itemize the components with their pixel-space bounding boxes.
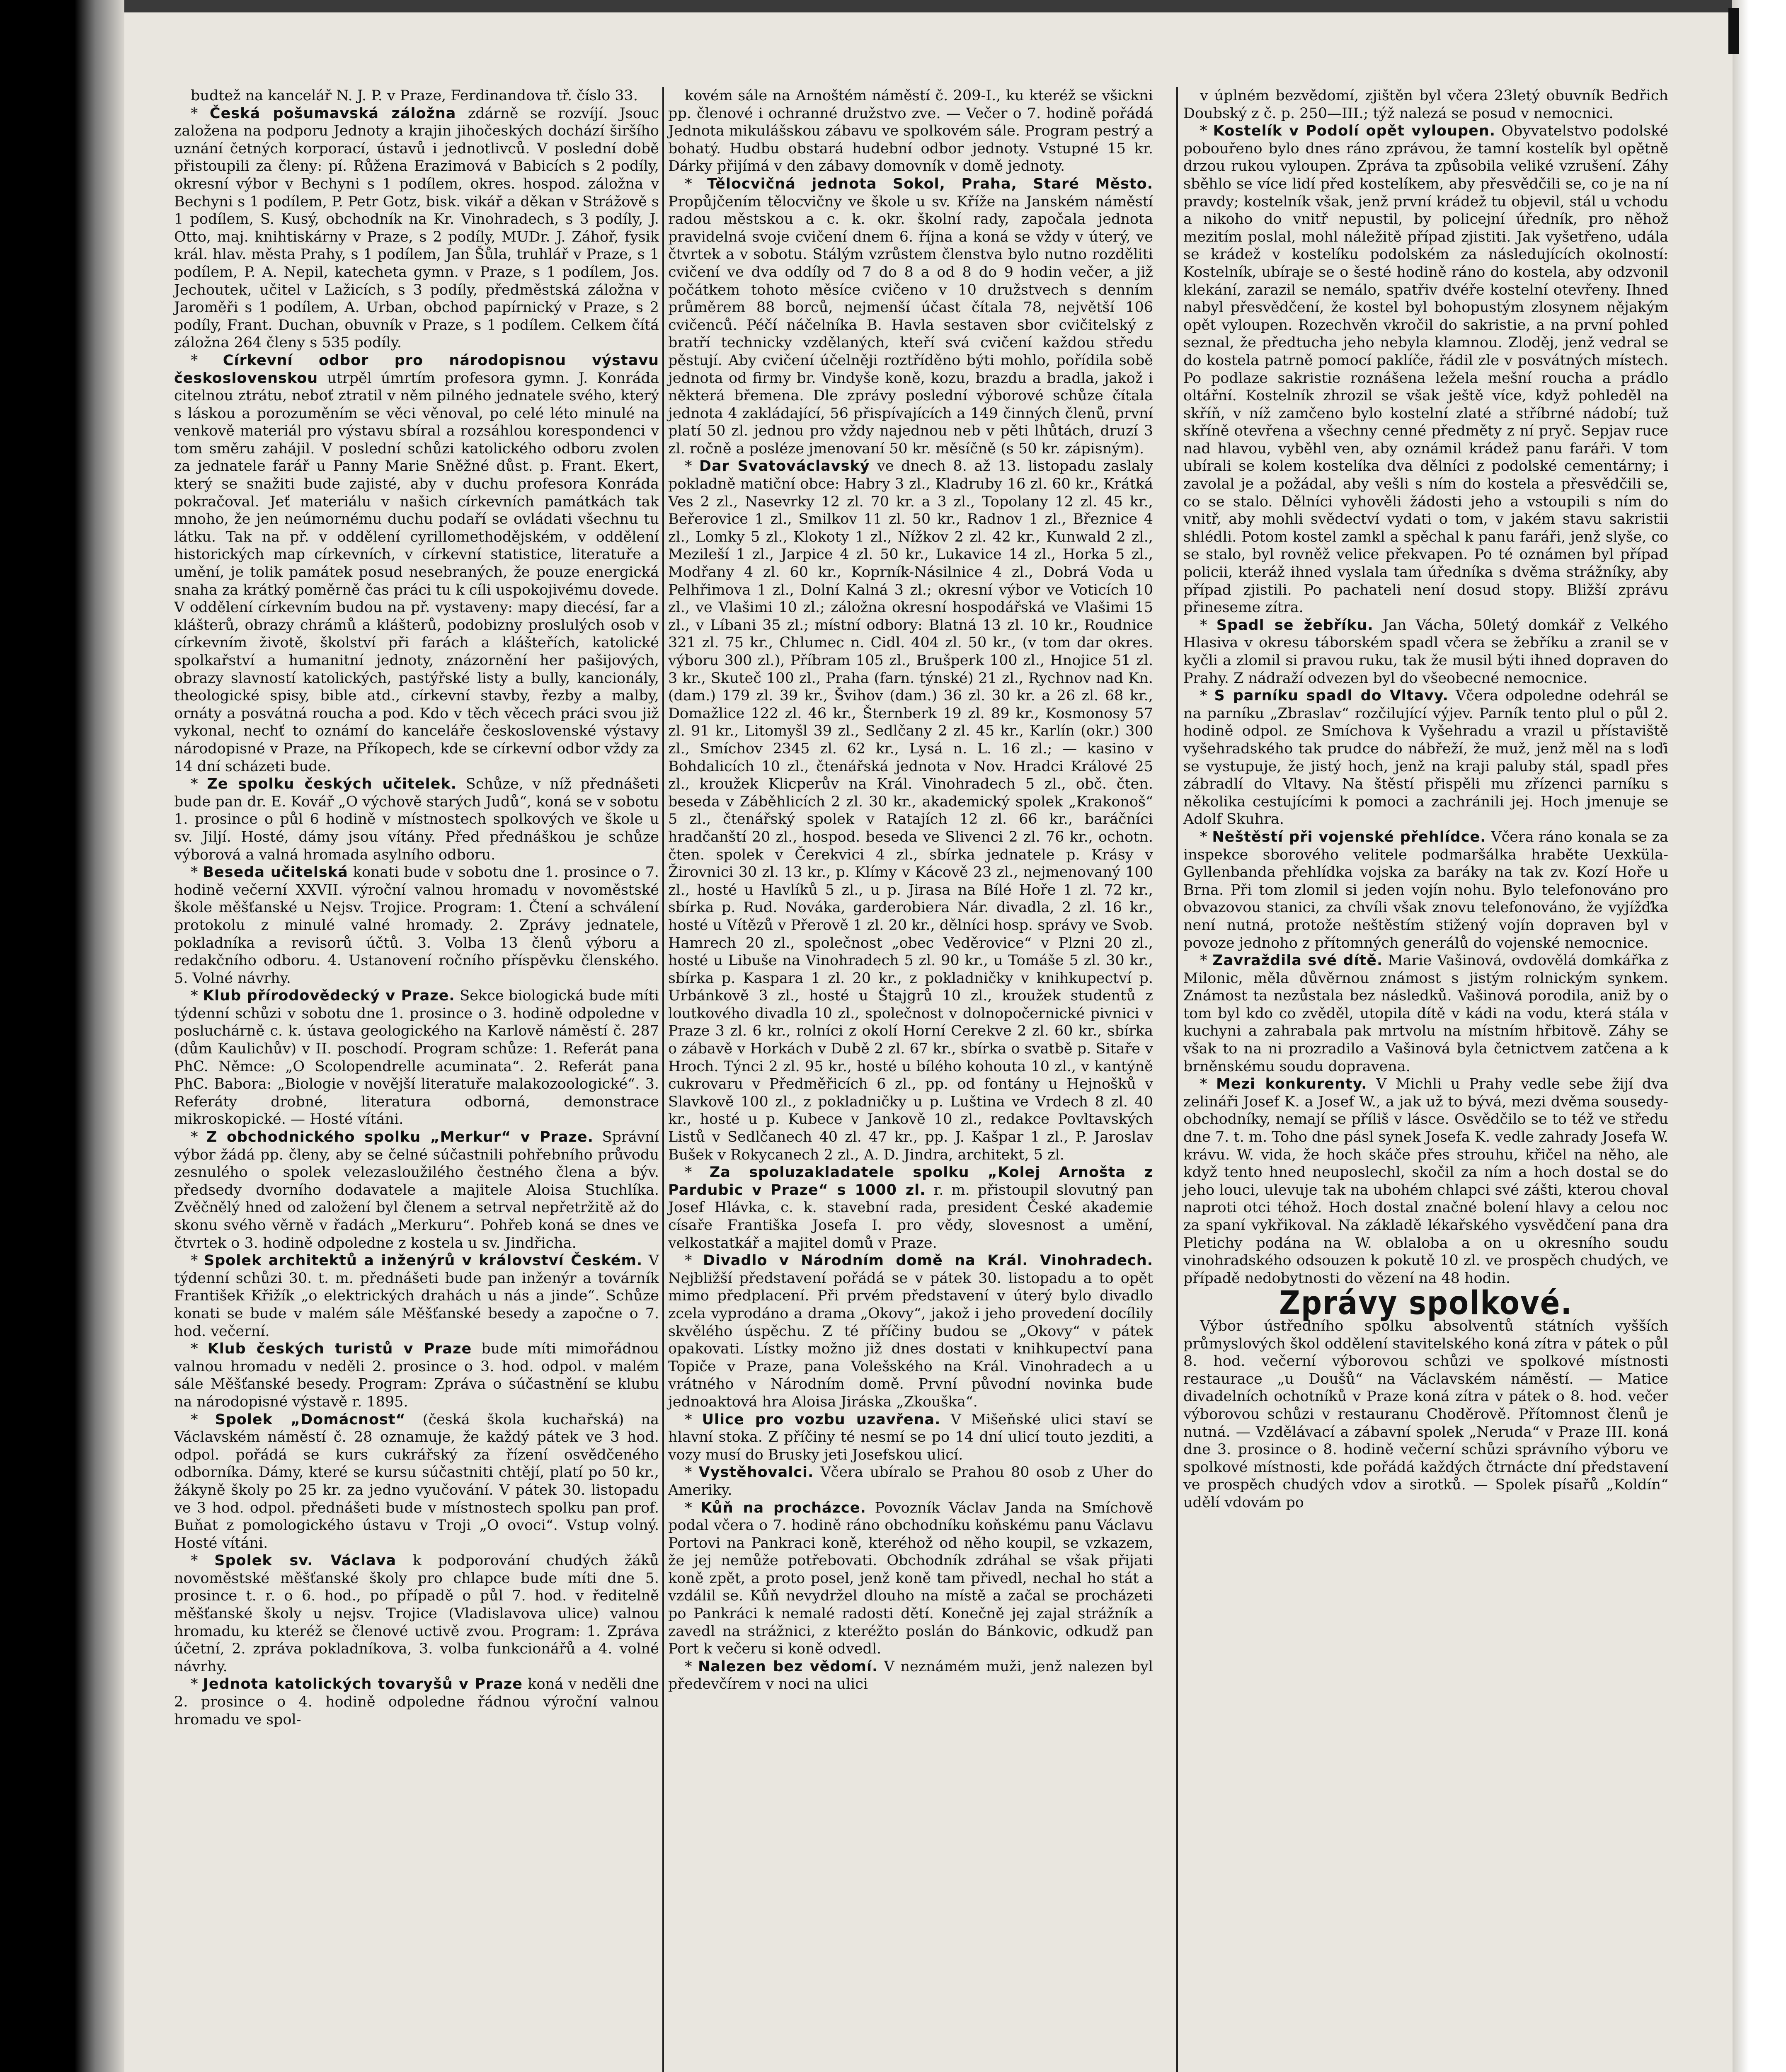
item-body: Marie Vašinová, ovdovělá domkářka z Milonic, měla důvěrnou známost s jistým rolnickým synkem. Známost ta nezůstala bez následků. Vašinová porodila, aniž by o tom byl kdo co zvěděl, utopila dítě v kádi na vodu, která stála v kuchyni a zahrabala pak mrtvolu na místním hřbitově. Záhy se však to na ni prozradilo a Vašinová byla četnictvem zatčena a k brněnskému soudu dopravena. (1183, 952, 1668, 1075)
item-headline: Divadlo v Národním domě na Král. Vinohradech. (703, 1252, 1153, 1269)
news-item (174, 87, 659, 105)
news-item: * Mezi konkurenty. V Michli u Prahy vedle sebe žijí dva zelináři Josef K. a Josef W., a jak už to bývá, mezi dvěma sousedy-obchodníky, nemají se příliš v lásce. Osvědčilo se to též ve středu dne 7. t. m. Toho dne pásl synek Josefa K. vedle zahrady Josefa W. krávu. W. vida, že hoch skáče přes strouhu, křičel na něho, ale když tento hned neuposlechl, skočil za ním a hoch dostal se do jeho louci, ulevuje tak na ubohém chlapci své zášti, kterou choval naproti otci téhož. Hoch dostal značné bolení hlavy a celou noc za spaní vykřikoval. Na základě lékařského vysvědčení pana dra Pletichy podána na W. oblaloba a on u okresního soudu vinohradského odsouzen k pokutě 10 zl. ve prospěch chudých, ve případě nedobytnosti do vězení na 48 hodin. (1183, 1076, 1668, 1287)
item-headline: Kostelík v Podolí opět vyloupen. (1213, 123, 1496, 140)
column-rule (662, 87, 664, 2072)
news-item: * Za spoluzakladatele spolku „Kolej Arnošta z Pardubic v Praze“ s 1000 zl. r. m. přistoupil slovutný pan Josef Hlávka, c. k. stavební rada, president České akademie císaře Františka Josefa I. pro vědy, slovesnost a umění, velkostatkář a majitel domů v Praze. (668, 1164, 1153, 1251)
column-rule (1176, 87, 1178, 2072)
news-item: * Spadl se žebříku. Jan Vácha, 50letý domkář z Velkého Hlasiva v okresu táborském spadl včera se žebříku a zranil se v kyčli a zlomil si pravou ruku, tak že musil býti ihned dopraven do Prahy. Z nádraží odvezen byl do všeobecné nemocnice. (1183, 617, 1668, 687)
scan-edge-mark (1728, 8, 1739, 54)
item-body: Správní výbor žádá pp. členy, aby se čelné súčastnili pohřebního průvodu zesnulého o spolek velezasloužilého čestného člena a býv. předsedy dvorního dodavatele a majitele Aloisa Stuchlíka. Zvěčnělý hned od založení byl členem a setrval nepřetržitě až do skonu svého věrně v řadách „Merkuru“. Pohřeb koná se dnes ve čtvrtek o 3. hodině odpoledne z kostela u sv. Jindřicha. (174, 1129, 659, 1251)
item-headline: Dar Svatováclavský (699, 458, 870, 475)
item-headline: Spolek sv. Václava (214, 1552, 396, 1569)
item-headline: Církevní odbor pro národopisnou výstavu československou (174, 352, 659, 387)
item-body: kovém sále na Arnoštém náměstí č. 209-I., ku kteréž se všickni pp. členové i ochranné družstvo zve. — Večer o 7. hodině pořádá Jednota mikulášskou zábavu ve spolkovém sále. Program pestrý a bohatý. Hudbu obstará hudební odbor jednoty. Vstupné 15 kr. Dárky přijímá v den zábavy domovník v domě jednoty. (668, 87, 1153, 175)
news-item: * Církevní odbor pro národopisnou výstavu československou utrpěl úmrtím profesora gymn. J. Konráda citelnou ztrátu, neboť ztratil v něm pilného jednatele svého, který s láskou a porozuměním se věci věnoval, po celé léto minulé na venkově materiál pro výstavu sbíral a rozsáhlou korespondenci v tom směru zahájil. V poslední schůzi katolického odboru zvolen za jednatele farář u Panny Marie Sněžné důst. p. Frant. Ekert, který se snažiti bude zajisté, aby v duchu profesora Konráda pokračoval. Jeť materiálu v našich církevních památkách tak mnoho, že jen neúmornému duchu podaří se ovládati všechnu tu látku. Tak na př. v oddělení cyrillomethodějském, v oddělení historických map církevních, v církevní statistice, literatuře a umění, je tolik památek posud nesebraných, že pouze energická snaha za krátký poměrně čas práci tu k cíli uspokojivému dovede. V oddělení církevním budou na př. vystaveny: mapy diecésí, far a klášterů, obrazy chrámů a klášterů, podobizny proslulých osob v církevním životě, školství při farách a klášteřích, katolické spolkařství a humanitní jednoty, znázornění her pašijových, obrazy slavností katolických, pastýřské listy a bully, kancionály, theologické spisy, bible atd., církevní stavby, řezby a malby, ornáty a posvátná roucha a pod. Kdo v těch věcech práci svou již vykonal, nechť to oznámí do kanceláře československé výstavy národopisné v Praze, na Příkopech, kde se církevní odbor vždy za 14 dní scházeti bude. (174, 352, 659, 775)
news-item: * Spolek sv. Václava k podporování chudých žáků novoměstské měšťanské školy pro chlapce bude míti dne 5. prosince t. r. o 6. hod., po případě o půl 7. hod. v ředitelně měšťanské školy u nejsv. Trojice (Vladislavova ulice) valnou hromadu, ku kteréž se členové uctivě zvou. Program: 1. Zpráva účetní, 2. zpráva pokladníkova, 3. volba funkcionářů a 4. volné návrhy. (174, 1552, 659, 1675)
news-item (668, 87, 1153, 175)
item-headline: Ulice pro vozbu uzavřena. (702, 1411, 941, 1428)
column-3 (1183, 87, 1668, 1512)
news-item: * Dar Svatováclavský ve dnech 8. až 13. listopadu zaslaly pokladně matiční obce: Habry 3 zl., Kladruby 16 zl. 60 kr., Krátká Ves 2 zl., Nasevrky 12 zl. 70 kr. a 3 zl., Topolany 12 zl. 45 kr., Beřerovice 1 zl., Smilkov 11 zl. 50 kr., Radnov 1 zl., Březnice 4 zl., Lomky 5 zl., Klokoty 1 zl., Nížkov 2 zl. 42 kr., Kunwald 2 zl., Mezileší 1 zl., Jarpice 4 zl. 50 kr., Lukavice 14 zl., Horka 5 zl., Modřany 4 zl. 60 kr., Koprník-Násilnice 4 zl., Dobrá Voda u Pelhřimova 1 zl., Dolní Kalná 3 zl.; okresní výbor ve Voticích 10 zl., ve Vlašimi 10 zl.; záložna okresní hospodářská ve Vlašimi 15 zl., v Líbani 35 zl.; místní odbory: Blatná 13 zl. 10 kr., Roudnice 321 zl. 75 kr., Chlumec n. Cidl. 404 zl. 50 kr., (v tom dar okres. výboru 300 zl.), Příbram 105 zl., Brušperk 100 zl., Hnojice 51 zl. 3 kr., Skuteč 100 zl., Praha (farn. týnské) 21 zl., Rychnov nad Kn. (dam.) 179 zl. 39 kr., Švihov (dam.) 36 zl. 30 kr. a 26 zl. 68 kr., Domažlice 122 zl. 46 kr., Šternberk 19 zl. 89 kr., Kosmonosy 57 zl. 91 kr., Litomyšl 39 zl., Sedlčany 2 zl. 45 kr., Karlín (okr.) 300 zl., Smíchov 2345 zl. 62 kr., Lysá n. L. 16 zl.; — kasino v Bohdalicích 10 zl., čtenářská jednota v Nov. Hradci Králové 25 zl., kroužek Klicperův na Král. Vinohradech 5 zl., obč. čten. beseda v Záběhlicích 2 zl. 30 kr., akademický spolek „Krakonoš“ 5 zl., čtenářský spolek v Ratajích 12 zl. 66 kr., baráčníci hradčanští 20 zl., hospod. beseda ve Slivenci 2 zl. 76 kr., ochotn. čten. spolek v Čerekvici 4 zl., sbírka jednatele p. Krásy v Žirovnici 30 zl. 13 kr., p. Klímy v Kácově 23 zl., nejmenovaný 100 zl., hosté u Havlíků 5 zl., u p. Jirasa na Bílé Hoře 1 zl. 72 kr., sbírka p. Rud. Nováka, garderobiera Nár. divadla, 2 zl. 16 kr., hosté u Vítězů v Přerově 1 zl. 20 kr., dělníci hosp. správy ve Svob. Hamrech 20 zl., společnost „obec Veděrovice“ v Plzni 20 zl., hosté u Libuše na Vinohradech 5 zl. 90 kr., u Tomáše 5 zl. 30 kr., sbírka p. Kaspara 1 zl. 20 kr., z pokladničky v knihkupectví p. Urbánkově 3 zl., hosté u Štajgrů 10 zl., kroužek studentů z loutkového divadla 10 zl., společnost v dolnopočernické pivnici v Praze 3 zl. 6 kr., rolníci z okolí Horní Cerekve 2 zl. 60 kr., sbírka o zábavě v Horkách v Dubě 2 zl. 67 kr., sbírka o svatbě p. Sitaře v Hroch. Týnci 2 zl. 95 kr., hosté u bílého kohouta 10 zl., v kantýně cukrovaru v Předměřicích 6 zl., pp. od fontány u Hejnošků v Slavkově 100 zl., z pokladničky u p. Luština ve Vrdech 8 zl. 40 kr., hosté u p. Kubece v Jankově 10 zl., redakce Povltavských Listů v Sedlčanech 40 zl. 47 kr., pp. J. Kašpar 1 zl., P. Jaroslav Bušek v Rokycanech 2 zl., A. D. Jindra, architekt, 5 zl. (668, 458, 1153, 1163)
item-headline: Klub přírodovědecký v Praze. (203, 988, 455, 1005)
news-item: * Kostelík v Podolí opět vyloupen. Obyvatelstvo podolské pobouřeno bylo dnes ráno zprávou, že tamní kostelík byl opětně drzou rukou vyloupen. Zpráva ta způsobila veliké vzrušení. Záhy sběhlo se více lidí před kostelíkem, aby přesvědčili se, co je na ní pravdy; kostelník však, jenž první krádež tu objevil, stál u vchodu a nikoho do vnitř nepustil, by policejní úředník, pro něhož mezitím poslal, mohl náležitě případ zjistiti. Jak vyšetřeno, udála se krádež v kostelíku podolském za následujících okolností: Kostelník, ubíraje se o šesté hodině ráno do kostela, aby odzvonil klekání, zarazil se nemálo, spatřiv dvéře kostelní otevřeny. Ihned nabyl přesvědčení, že kostel byl bohopustým zlosynem nějakým opět vyloupen. Rozechvěn vkročil do sakristie, a na první pohled seznal, že předtucha jeho nebyla klamnou. Zloděj, jenž vedral se do kostela patrně pomocí paklíče, řádil zle v posvátných místech. Po podlaze sakristie roznášena ležela mešní roucha a prádlo oltářní. Kostelník zhrozil se však ještě více, když pohleděl na skříň, v níž zamčeno bylo kostelní zlaté a stříbrné nádobí; tuž skříně otevřena a všechny cenné předměty z ní pryč. Sepjav ruce nad hlavou, vyběhl ven, aby oznámil krádež panu faráři. V tom ubírali se kolem kostelíka dva dělníci z podolské cementárny; i zavolal je a požádal, aby vešli s ním do kostela a přesvědčili se, co se stalo. Dělníci vyhověli žádosti jeho a vstoupili s ním do vnitř, aby mohli svědectví vydati o tom, v jakém stavu sakristii shlédli. Potom kostel zamkl a spěchal k panu faráři, jenž slyše, co se stalo, byl rovněž velice překvapen. Po té oznámen byl případ policii, kteráž ihned vyslala tam úředníka s dvěma strážníky, aby případ zjistili. Po pachateli není dosud stopy. Bližší zprávu přineseme zítra. (1183, 123, 1668, 616)
news-item: * Klub přírodovědecký v Praze. Sekce biologická bude míti týdenní schůzi v sobotu dne 1. prosince o 3. hodině odpoledne v posluchárně c. k. ústava geologického na Karlově náměstí č. 287 (dům Kaulichův) v II. poschodí. Program schůze: 1. Referát pana PhC. Němce: „O Scolopendrelle acuminata“. 2. Referát pana PhC. Babora: „Biologie v novější literatuře malakozoologické“. 3. Referáty drobné, literatura odborná, demonstrace mikroskopické. — Hosté vítáni. (174, 988, 659, 1128)
item-headline: Neštěstí při vojenské přehlídce. (1212, 828, 1486, 845)
item-body: v úplném bezvědomí, zjištěn byl včera 23letý obuvník Bedřich Doubský z č. p. 250—III.; týž nalezá se posud v nemocnici. (1183, 87, 1668, 122)
news-item: * Tělocvičná jednota Sokol, Praha, Staré Město. Propůjčením tělocvičny ve škole u sv. Kříže na Janském náměstí radou městskou a c. k. okr. školní rady, započala jednota pravidelná svoje cvičení dnem 6. října a koná se vždy v úterý, ve čtvrtek a v sobotu. Stálým vzrůstem členstva bylo nutno rozděliti cvičení ve dva oddíly od 7 do 8 a od 8 do 9 hodin večer, a již počátkem tohoto měsíce cvičeno v 10 družstvech s denním průměrem 88 borců, nejmenší účast čítala 78, největší 106 cvičenců. Péčí náčelníka B. Havla sestaven sbor cvičitelský z bratří technicky vzdělaných, kteří svá cvičení každou středu pěstují. Aby cvičení účelněji roztříděno býti mohlo, pořídila sobě jednota od firmy br. Vindyše koně, kozu, brazdu a bradla, jakož i některá břemena. Dle zprávy poslední výborové schůze čítala jednota 4 zakládající, 56 přispívajících a 149 činných členů, první platí 50 zl. jednou pro vždy najednou neb v pěti lhůtách, druzí 3 zl. ročně a posléze jmenovaní 50 kr. měsíčně (s 50 kr. zápisným). (668, 175, 1153, 457)
item-headline: Beseda učitelská (203, 864, 348, 881)
item-headline: Kůň na procházce. (700, 1499, 866, 1516)
item-body: Schůze, v níž přednášeti bude pan dr. E. Kovář „O výchově starých Judů“, koná se v sobotu 1. prosince o půl 6 hodině v místnostech spolkových ve škole u sv. Jiljí. Hosté, dámy jsou vítány. Před přednáškou je schůze výborová a valná hromada asylního odboru. (174, 776, 659, 863)
scan-right-border (1732, 0, 1786, 2072)
item-body: r. m. přistoupil slovutný pan Josef Hlávka, c. k. stavební rada, president České akademie císaře Františka Josefa I. pro vědy, slovesnost a umění, velkostatkář a majitel domů v Praze. (668, 1181, 1153, 1251)
item-body: Sekce biologická bude míti týdenní schůzi v sobotu dne 1. prosince o 3. hodině odpoledne v posluchárně c. k. ústava geologického na Karlově náměstí č. 287 (dům Kaulichův) v II. poschodí. Program schůze: 1. Referát pana PhC. Němce: „O Scolopendrelle acuminata“. 2. Referát pana PhC. Babora: „Biologie v novější literatuře malakozoologické“. 3. Referáty drobné, literatura odborná, demonstrace mikroskopické. — Hosté vítáni. (174, 988, 659, 1128)
news-item: * Neštěstí při vojenské přehlídce. Včera ráno konala se za inspekce sborového velitele podmaršálka hraběte Uexküla-Gyllenbanda přehlídka vojska za baráky na tak zv. Kozí Hoře u Brna. Při tom zlomil si jeden vojín nohu. Bylo telefonováno pro obvazovou stanici, za chvíli však znovu telefonováno, že vyjížďka není nutná, protože neštěstím stižený vojín dopraven byl v povoze jednoho z přítomných generálů do vojenské nemocnice. (1183, 828, 1668, 951)
news-item: * Ze spolku českých učitelek. Schůze, v níž přednášeti bude pan dr. E. Kovář „O výchově starých Judů“, koná se v sobotu 1. prosince o půl 6 hodině v místnostech spolkových ve škole u sv. Jiljí. Hosté, dámy jsou vítány. Před přednáškou je schůze výborová a valná hromada asylního odboru. (174, 776, 659, 863)
item-headline: Zavraždila své dítě. (1212, 952, 1383, 969)
item-body: Obyvatelstvo podolské pobouřeno bylo dnes ráno zprávou, že tamní kostelík byl opětně drzou rukou vyloupen. Zpráva ta způsobila veliké vzrušení. Záhy sběhlo se více lidí před kostelíkem, aby přesvědčili se, co je na ní pravdy; kostelník však, jenž první krádež tu objevil, stál u vchodu a nikoho do vnitř nepustil, by policejní úředník, pro něhož mezitím poslal, mohl náležitě případ zjistiti. Jak vyšetřeno, udála se krádež v kostelíku podolském za následujících okolností: Kostelník, ubíraje se o šesté hodině ráno do kostela, aby odzvonil klekání, zarazil se nemálo, spatřiv dvéře kostelní otevřeny. Ihned nabyl přesvědčení, že kostel byl bohopustým zlosynem nějakým opět vyloupen. Rozechvěn vkročil do sakristie, a na první pohled seznal, že předtucha jeho nebyla klamnou. Zloděj, jenž vedral se do kostela patrně pomocí paklíče, řádil zle v posvátných místech. Po podlaze sakristie roznášena ležela mešní roucha a prádlo oltářní. Kostelník zhrozil se však ještě více, když pohleděl na skříň, v níž zamčeno bylo kostelní zlaté a stříbrné nádobí; tuž skříně otevřena a všechny cenné předměty z ní pryč. Sepjav ruce nad hlavou, vyběhl ven, aby oznámil krádež panu faráři. V tom ubírali se kolem kostelíka dva dělníci z podolské cementárny; i zavolal je a požádal, aby vešli s ním do kostela a přesvědčili se, co se stalo. Dělníci vyhověli žádosti jeho a vstoupili s ním do vnitř, aby mohli svědectví vydati o tom, v jakém stavu sakristii shlédli. Potom kostel zamkl a spěchal k panu faráři, jenž slyše, co se stalo, byl rovněž velice překvapen. Po té oznámen byl případ policii, kteráž ihned vyslala tam úředníka s dvěma strážníky, aby případ zjistili. Po pachateli není dosud stopy. Bližší zprávu přineseme zítra. (1183, 123, 1668, 616)
item-headline: Nalezen bez vědomí. (698, 1658, 878, 1675)
news-item: * Nalezen bez vědomí. V neznámém muži, jenž nalezen byl předevčírem v noci na ulici (668, 1658, 1153, 1693)
item-body: Včera ubíralo se Prahou 80 osob z Uher do Ameriky. (668, 1464, 1153, 1498)
news-item: * Divadlo v Národním domě na Král. Vinohradech. Nejbližší představení pořádá se v pátek 30. listopadu a to opět mimo předplacení. Při prvém představení v úterý bylo divadlo zcela vyprodáno a drama „Okovy“, jakož i jeho provedení docílily skvělého úspěchu. Z té příčiny budou se „Okovy“ v pátek opakovati. Lístky možno již dnes dostati v knihkupectví pana Topiče v Praze, pana Volešského na Král. Vinohradech a u vrátného v Národním domě. První původní novinka bude jednoaktová hra Aloisa Jiráska „Zkouška“. (668, 1252, 1153, 1410)
news-item (1183, 1317, 1668, 1512)
item-body: ve dnech 8. až 13. listopadu zaslaly pokladně matiční obce: Habry 3 zl., Kladruby 16 zl. 60 kr., Krátká Ves 2 zl., Nasevrky 12 zl. 70 kr. a 3 zl., Topolany 12 zl. 45 kr., Beřerovice 1 zl., Smilkov 11 zl. 50 kr., Radnov 1 zl., Březnice 4 zl., Lomky 5 zl., Klokoty 1 zl., Nížkov 2 zl. 42 kr., Kunwald 2 zl., Mezileší 1 zl., Jarpice 4 zl. 50 kr., Lukavice 14 zl., Horka 5 zl., Modřany 4 zl. 60 kr., Koprník-Násilnice 4 zl., Dobrá Voda u Pelhřimova 1 zl., Dolní Kalná 3 zl.; okresní výbor ve Voticích 10 zl., ve Vlašimi 10 zl.; záložna okresní hospodářská ve Vlašimi 15 zl., v Líbani 35 zl.; místní odbory: Blatná 13 zl. 10 kr., Roudnice 321 zl. 75 kr., Chlumec n. Cidl. 404 zl. 50 kr., (v tom dar okres. výboru 300 zl.), Příbram 105 zl., Brušperk 100 zl., Hnojice 51 zl. 3 kr., Skuteč 100 zl., Praha (farn. týnské) 21 zl., Rychnov nad Kn. (dam.) 179 zl. 39 kr., Švihov (dam.) 36 zl. 30 kr. a 26 zl. 68 kr., Domažlice 122 zl. 46 kr., Šternberk 19 zl. 89 kr., Kosmonosy 57 zl. 91 kr., Litomyšl 39 zl., Sedlčany 2 zl. 45 kr., Karlín (okr.) 300 zl., Smíchov 2345 zl. 62 kr., Lysá n. L. 16 zl.; — kasino v Bohdalicích 10 zl., čtenářská jednota v Nov. Hradci Králové 25 zl., kroužek Klicperův na Král. Vinohradech 5 zl., obč. čten. beseda v Záběhlicích 2 zl. 30 kr., akademický spolek „Krakonoš“ 5 zl., čtenářský spolek v Ratajích 12 zl. 66 kr., baráčníci hradčanští 20 zl., hospod. beseda ve Slivenci 2 zl. 76 kr., ochotn. čten. spolek v Čerekvici 4 zl., sbírka jednatele p. Krásy v Žirovnici 30 zl. 13 kr., p. Klímy v Kácově 23 zl., nejmenovaný 100 zl., hosté u Havlíků 5 zl., u p. Jirasa na Bílé Hoře 1 zl. 72 kr., sbírka p. Rud. Nováka, garderobiera Nár. divadla, 2 zl. 16 kr., hosté u Vítězů v Přerově 1 zl. 20 kr., dělníci hosp. správy ve Svob. Hamrech 20 zl., společnost „obec Veděrovice“ v Plzni 20 zl., hosté u Libuše na Vinohradech 5 zl. 90 kr., u Tomáše 5 zl. 30 kr., sbírka p. Kaspara 1 zl. 20 kr., z pokladničky v knihkupectví p. Urbánkově 3 zl., hosté u Štajgrů 10 zl., kroužek studentů z loutkového divadla 10 zl., společnost v dolnopočernické pivnici v Praze 3 zl. 6 kr., rolníci z okolí Horní Cerekve 2 zl. 60 kr., sbírka o zábavě v Horkách v Dubě 2 zl. 67 kr., sbírka o svatbě p. Sitaře v Hroch. Týnci 2 zl. 95 kr., hosté u bílého kohouta 10 zl., v kantýně cukrovaru v Předměřicích 6 zl., pp. od fontány u Hejnošků v Slavkově 100 zl., z pokladničky u p. Luština ve Vrdech 8 zl. 40 kr., hosté u p. Kubece v Jankově 10 zl., redakce Povltavských Listů v Sedlčanech 40 zl. 47 kr., pp. J. Kašpar 1 zl., P. Jaroslav Bušek v Rokycanech 2 zl., A. D. Jindra, architekt, 5 zl. (668, 458, 1153, 1163)
news-item: * Spolek architektů a inženýrů v království Českém. V týdenní schůzi 30. t. m. přednášeti bude pan inženýr a továrník František Křižík „o elektrických drahách u nás a jinde“. Schůze konati se bude v malém sále Měšťanské besedy a započne o 7. hod. večerní. (174, 1252, 659, 1340)
item-body: utrpěl úmrtím profesora gymn. J. Konráda citelnou ztrátu, neboť ztratil v něm pilného jednatele svého, který s láskou a porozuměním se věci věnoval, po celé léto minulé na venkově materiál pro výstavu sbíral a rozsáhlou korespondenci v tom směru zahájil. V poslední schůzi katolického odboru zvolen za jednatele farář u Panny Marie Sněžné důst. p. Frant. Ekert, který se snažiti bude zajisté, aby v duchu profesora Konráda pokračoval. Jeť materiálu v našich církevních památkách tak mnoho, že jen neúmornému duchu podaří se ovládati všechnu tu látku. Tak na př. v oddělení cyrillomethodějském, v oddělení historických map církevních, v církevní statistice, literatuře a umění, je tolik památek posud nesebraných, že pouze energická snaha za krátký poměrně čas práci tu k cíli uspokojivému dovede. V oddělení církevním budou na př. vystaveny: mapy diecésí, far a klášterů, obrazy chrámů a klášterů, podobizny proslulých osob v církevním životě, školství při farách a klášteřích, katolické spolkařství a humanitní jednoty, znázornění her pašijových, obrazy slavností katolických, pastýřské listy a bully, kancionály, theologické spisy, bible atd., církevní stavby, řezby a malby, ornáty a posvátná roucha a pod. Kdo v těch věcech práci svou již vykonal, nechť to oznámí do kanceláře československé výstavy národopisné v Praze, na Příkopech, kde se církevní odbor vždy za 14 dní scházeti bude. (174, 370, 659, 775)
news-item: * Česká pošumavská záložna zdárně se rozvíjí. Jsouc založena na podporu Jednoty a krajin jihočeských dochází širšího uznání četných korporací, ústavů i jednotlivců. V poslední době přistoupili za členy: pí. Růžena Erazimová v Babicích s 2 podíly, okresní výbor v Bechyni s 1 podílem, okres. hospod. záložna v Bechyni s 1 podílem, P. Petr Gotz, bisk. vikář a děkan v Strážově s 1 podílem, S. Kusý, obchodník na Kr. Vinohradech, s 3 podíly, J. Otto, maj. knihtiskárny v Praze, s 2 podíly, MUDr. J. Záhoř, fysik král. hlav. města Prahy, s 1 podílem, Jan Šůla, truhlář v Praze, s 1 podílem, P. A. Nepil, katecheta gymn. v Praze, s 1 podílem, Jos. Jechoutek, učitel v Lažicích, s 3 podíly, předměstská záložna v Jaroměři s 1 podílem, A. Urban, obchod papírnický v Praze, s 2 podíly, Frant. Duchan, obuvník v Praze, s 1 podílem. Celkem čítá záložna 264 členy s 535 podíly. (174, 105, 659, 351)
item-body: V týdenní schůzi 30. t. m. přednášeti bude pan inženýr a továrník František Křižík „o elektrických drahách u nás a jinde“. Schůze konati se bude v malém sále Měšťanské besedy a započne o 7. hod. večerní. (174, 1252, 659, 1340)
item-headline: Ze spolku českých učitelek. (207, 776, 457, 793)
item-body: Jan Vácha, 50letý domkář z Velkého Hlasiva v okresu táborském spadl včera se žebříku a zranil se v kyčli a zlomil si pravou ruku, tak že musil býti ihned dopraven do Prahy. Z nádraží odvezen byl do všeobecné nemocnice. (1183, 617, 1668, 687)
news-item: * Kůň na procházce. Povozník Václav Janda na Smíchově podal včera o 7. hodině ráno obchodníku koňskému panu Václavu Portovi na Pankraci koně, kteréhož od něho koupil, se vzkazem, že jej nemůže potřebovati. Obchodník zdráhal se však přijati koně zpět, a proto posel, jenž koně tam přivedl, nechal ho stát a vzdálil se. Kůň nevydržel dlouho na místě a začal se procházeti po Pankráci k nemalé radosti dětí. Konečně jej zajal strážník a zavedl na strážnici, z kteréžto poslán do Bánkovic, odkudž pan Port k večeru si koně odvedl. (668, 1499, 1153, 1658)
news-item: * S parníku spadl do Vltavy. Včera odpoledne odehrál se na parníku „Zbraslav“ rozčilující výjev. Parník tento plul o půl 2. hodině odpol. ze Smíchova k Vyšehradu a vrazil u přístaviště vyšehradského tak prudce do nábřeží, že muž, jenž měl na s loďi se vystupuje, že jistý hoch, jenž na kraji paluby stál, spadl přes zábradlí do Vltavy. Na štěstí přispěli mu zřízenci parníku s několika cestujícími k pomoci a zachránili jej. Hoch jmenuje se Adolf Skuhra. (1183, 687, 1668, 828)
news-item (1183, 87, 1668, 122)
item-headline: Spadl se žebříku. (1216, 617, 1374, 634)
item-body: V Mišeňské ulici staví se hlavní stoka. Z příčiny té nesmí se po 14 dní ulicí touto jezditi, a vozy musí do Brusky jeti Josefskou ulicí. (668, 1411, 1153, 1463)
item-body: Včera ráno konala se za inspekce sborového velitele podmaršálka hraběte Uexküla-Gyllenbanda přehlídka vojska za baráky na tak zv. Kozí Hoře u Brna. Při tom zlomil si jeden vojín nohu. Bylo telefonováno pro obvazovou stanici, za chvíli však znovu telefonováno, že vyjížďka není nutná, protože neštěstím stižený vojín dopraven byl v povoze jednoho z přítomných generálů do vojenské nemocnice. (1183, 828, 1668, 951)
item-body: Nejbližší představení pořádá se v pátek 30. listopadu a to opět mimo předplacení. Při prvém představení v úterý bylo divadlo zcela vyprodáno a drama „Okovy“, jakož i jeho provedení docílily skvělého úspěchu. Z té příčiny budou se „Okovy“ v pátek opakovati. Lístky možno již dnes dostati v knihkupectví pana Topiče v Praze, pana Volešského na Král. Vinohradech a u vrátného v Národním domě. První původní novinka bude jednoaktová hra Aloisa Jiráska „Zkouška“. (668, 1270, 1153, 1410)
item-body: Propůjčením tělocvičny ve škole u sv. Kříže na Janském náměstí radou městskou a c. k. okr. školní rady, započala jednota pravidelná svoje cvičení dnem 6. října a koná se vždy v úterý, ve čtvrtek a v sobotu. Stálým vzrůstem členstva bylo nutno rozděliti cvičení ve dva oddíly od 7 do 8 a od 8 do 9 hodin večer, a již počátkem tohoto měsíce cvičeno v 10 družstvech s denním průměrem 88 borců, nejmenší účast čítala 78, největší 106 cvičenců. Péčí náčelníka B. Havla sestaven sbor cvičitelský z bratří technicky vzdělaných, kteří svá cvičení každou středu pěstují. Aby cvičení účelněji roztříděno býti mohlo, pořídila sobě jednota od firmy br. Vindyše koně, kozu, brazdu a bradla, jakož i některá břemena. Dle zprávy poslední výborové schůze čítala jednota 4 zakládající, 56 přispívajících a 149 činných členů, první platí 50 zl. jednou pro vždy najednou neb v pěti lhůtách, druzí 3 zl. ročně a posléze jmenovaní 50 kr. měsíčně (s 50 kr. zápisným). (668, 193, 1153, 457)
item-body: Včera odpoledne odehrál se na parníku „Zbraslav“ rozčilující výjev. Parník tento plul o půl 2. hodině odpol. ze Smíchova k Vyšehradu a vrazil u přístaviště vyšehradského tak prudce do nábřeží, že muž, jenž měl na s loďi se vystupuje, že jistý hoch, jenž na kraji paluby stál, spadl přes zábradlí do Vltavy. Na štěstí přispěli mu zřízenci parníku s několika cestujícími k pomoci a zachránili jej. Hoch jmenuje se Adolf Skuhra. (1183, 687, 1668, 828)
item-body: Výbor ústředního spolku absolventů státních vyšších průmyslových škol oddělení stavitelského koná zítra v pátek o půl 8. hod. večerní výborovou schůzi ve spolkové místnosti restaurace „u Doušů“ na Václavském náměstí. — Matice divadelních ochotníků v Praze koná zítra v pátek o 8. hod. večer výborovou schůzi v restauranu Choděrově. Přítomnost členů je nutná. — Vzdělávací a zábavní spolek „Neruda“ v Praze III. koná dne 3. prosince o 8. hodině večerní schůzi správního výboru ve spolkové místnosti, kde pořádá každých čtrnácte dní představení ve prospěch chudých vdov a sirotků. — Spolek písařů „Koldín“ udělí vdovám po (1183, 1317, 1668, 1511)
news-item: * Zavraždila své dítě. Marie Vašinová, ovdovělá domkářka z Milonic, měla důvěrnou známost s jistým rolnickým synkem. Známost ta nezůstala bez následků. Vašinová porodila, aniž by o tom byl kdo co zvěděl, utopila dítě v kádi na vodu, která stála v kuchyni a zahrabala pak mrtvolu na místním hřbitově. Záhy se však to na ni prozradilo a Vašinová byla četnictvem zatčena a k brněnskému soudu dopravena. (1183, 952, 1668, 1075)
news-item: * Z obchodnického spolku „Merkur“ v Praze. Správní výbor žádá pp. členy, aby se čelné súčastnili pohřebního průvodu zesnulého o spolek velezasloužilého čestného člena a býv. předsedy dvorního dodavatele a majitele Aloisa Stuchlíka. Zvěčnělý hned od založení byl členem a setrval nepřetržitě až do skonu svého věrně v řadách „Merkuru“. Pohřeb koná se dnes ve čtvrtek o 3. hodině odpoledne z kostela u sv. Jindřicha. (174, 1129, 659, 1251)
item-body: k podporování chudých žáků novoměstské měšťanské školy pro chlapce bude míti dne 5. prosince t. r. o 6. hod., po případě o půl 7. hod. v ředitelně měšťanské školy u nejsv. Trojice (Vladislavova ulice) valnou hromadu, ku kteréž se členové uctivě zvou. Program: 1. Zpráva účetní, 2. zpráva pokladníkova, 3. volba funkcionářů a 4. volné návrhy. (174, 1552, 659, 1675)
item-body: koná v neděli dne 2. prosince o 4. hodině odpoledne řádnou výroční valnou hromadu ve spol- (174, 1676, 659, 1728)
item-headline: Spolek „Domácnost“ (215, 1411, 406, 1428)
item-body: bude míti mimořádnou valnou hromadu v neděli 2. prosince o 3. hod. odpol. v malém sále Měšťanské besedy. Program: Zpráva o súčastnění se klubu na národopisné výstavě r. 1895. (174, 1341, 659, 1410)
news-item: * Klub českých turistů v Praze bude míti mimořádnou valnou hromadu v neděli 2. prosince o 3. hod. odpol. v malém sále Měšťanské besedy. Program: Zpráva o súčastnění se klubu na národopisné výstavě r. 1895. (174, 1341, 659, 1410)
scan-left-border (0, 0, 124, 2072)
item-body: budtež na kancelář N. J. P. v Praze, Ferdinandova tř. číslo 33. (191, 87, 638, 104)
news-item: * Jednota katolických tovaryšů v Praze koná v neděli dne 2. prosince o 4. hodině odpoledne řádnou výroční valnou hromadu ve spol- (174, 1676, 659, 1728)
item-headline: Klub českých turistů v Praze (207, 1341, 472, 1358)
item-headline: Jednota katolických tovaryšů v Praze (203, 1676, 523, 1693)
item-body: Povozník Václav Janda na Smíchově podal včera o 7. hodině ráno obchodníku koňskému panu Václavu Portovi na Pankraci koně, kteréhož od něho koupil, se vzkazem, že jej nemůže potřebovati. Obchodník zdráhal se však přijati koně zpět, a proto posel, jenž koně tam přivedl, nechal ho stát a vzdálil se. Kůň nevydržel dlouho na místě a začal se procházeti po Pankráci k nemalé radosti dětí. Konečně jej zajal strážník a zavedl na strážnici, z kteréžto poslán do Bánkovic, odkudž pan Port k večeru si koně odvedl. (668, 1499, 1153, 1658)
item-body: konati bude v sobotu dne 1. prosince o 7. hodině večerní XXVII. výroční valnou hromadu v novoměstské škole měšťanské u Nejsv. Trojice. Program: 1. Čtení a schválení protokolu z minulé valné hromady. 2. Zprávy jednatele, pokladníka a revisorů účtů. 3. Volba 13 členů výboru a redakčního odboru. 4. Ustanovení ročního příspěvku členského. 5. Volné návrhy. (174, 864, 659, 987)
column-2 (668, 87, 1153, 1693)
item-headline: Spolek architektů a inženýrů v království Českém. (204, 1252, 643, 1269)
news-item: * Ulice pro vozbu uzavřena. V Mišeňské ulici staví se hlavní stoka. Z příčiny té nesmí se po 14 dní ulicí touto jezditi, a vozy musí do Brusky jeti Josefskou ulicí. (668, 1411, 1153, 1463)
item-headline: Vystěhovalci. (698, 1464, 814, 1481)
item-headline: Za spoluzakladatele spolku „Kolej Arnošta z Pardubic v Praze“ s 1000 zl. (668, 1164, 1153, 1198)
news-item: * Spolek „Domácnost“ (česká škola kuchařská) na Václavském náměstí č. 28 oznamuje, že každý pátek ve 3 hod. odpol. pořádá se kurs cukrářský za řízení osvědčeného odborníka. Dámy, které se kursu súčastniti chtějí, platí po 50 kr., žákyně školy po 25 kr. za jedno vyučování. V pátek 30. listopadu ve 3 hod. odpol. přednášeti bude v místnostech spolku pan prof. Buňat z pomologického ústavu v Troji „O ovoci“. Vstup volný. Hosté vítáni. (174, 1411, 659, 1552)
column-1 (174, 87, 659, 1728)
item-body: V Michli u Prahy vedle sebe žijí dva zelináři Josef K. a Josef W., a jak už to bývá, mezi dvěma sousedy-obchodníky, nemají se příliš v lásce. Osvědčilo se to též ve středu dne 7. t. m. Toho dne pásl synek Josefa K. vedle zahrady Josefa W. krávu. W. vida, že hoch skáče přes strouhu, křičel na něho, ale když tento hned neuposlechl, skočil za ním a hoch dostal se do jeho louci, ulevuje tak na ubohém chlapci své zášti, kterou choval naproti otci téhož. Hoch dostal značné bolení hlavy a celou noc za spaní vykřikoval. Na základě lékařského vysvědčení pana dra Pletichy podána na W. oblaloba a on u okresního soudu vinohradského odsouzen k pokutě 10 zl. ve prospěch chudých, ve případě nedobytnosti do vězení na 48 hodin. (1183, 1076, 1668, 1287)
item-headline: Tělocvičná jednota Sokol, Praha, Staré Město. (707, 175, 1153, 192)
item-headline: S parníku spadl do Vltavy. (1214, 687, 1449, 704)
item-body: (česká škola kuchařská) na Václavském náměstí č. 28 oznamuje, že každý pátek ve 3 hod. odpol. pořádá se kurs cukrářský za řízení osvědčeného odborníka. Dámy, které se kursu súčastniti chtějí, platí po 50 kr., žákyně školy po 25 kr. za jedno vyučování. V pátek 30. listopadu ve 3 hod. odpol. přednášeti bude v místnostech spolku pan prof. Buňat z pomologického ústavu v Troji „O ovoci“. Vstup volný. Hosté vítáni. (174, 1411, 659, 1552)
item-headline: Česká pošumavská záložna (209, 105, 456, 122)
news-item: * Vystěhovalci. Včera ubíralo se Prahou 80 osob z Uher do Ameriky. (668, 1464, 1153, 1498)
news-item: * Beseda učitelská konati bude v sobotu dne 1. prosince o 7. hodině večerní XXVII. výroční valnou hromadu v novoměstské škole měšťanské u Nejsv. Trojice. Program: 1. Čtení a schválení protokolu z minulé valné hromady. 2. Zprávy jednatele, pokladníka a revisorů účtů. 3. Volba 13 členů výboru a redakčního odboru. 4. Ustanovení ročního příspěvku členského. 5. Volné návrhy. (174, 864, 659, 987)
section-title: Zprávy spolkové. (1279, 1285, 1573, 1322)
item-headline: Mezi konkurenty. (1216, 1076, 1367, 1093)
item-body: zdárně se rozvíjí. Jsouc založena na podporu Jednoty a krajin jihočeských dochází širšího uznání četných korporací, ústavů i jednotlivců. V poslední době přistoupili za členy: pí. Růžena Erazimová v Babicích s 2 podíly, okresní výbor v Bechyni s 1 podílem, okres. hospod. záložna v Bechyni s 1 podílem, P. Petr Gotz, bisk. vikář a děkan v Strážově s 1 podílem, S. Kusý, obchodník na Kr. Vinohradech, s 3 podíly, J. Otto, maj. knihtiskárny v Praze, s 2 podíly, MUDr. J. Záhoř, fysik král. hlav. města Prahy, s 1 podílem, Jan Šůla, truhlář v Praze, s 1 podílem, P. A. Nepil, katecheta gymn. v Praze, s 1 podílem, Jos. Jechoutek, učitel v Lažicích, s 3 podíly, předměstská záložna v Jaroměři s 1 podílem, A. Urban, obchod papírnický v Praze, s 2 podíly, Frant. Duchan, obuvník v Praze, s 1 podílem. Celkem čítá záložna 264 členy s 535 podíly. (174, 105, 659, 351)
item-body: V neznámém muži, jenž nalezen byl předevčírem v noci na ulici (668, 1658, 1153, 1693)
item-headline: Z obchodnického spolku „Merkur“ v Praze. (206, 1129, 594, 1146)
